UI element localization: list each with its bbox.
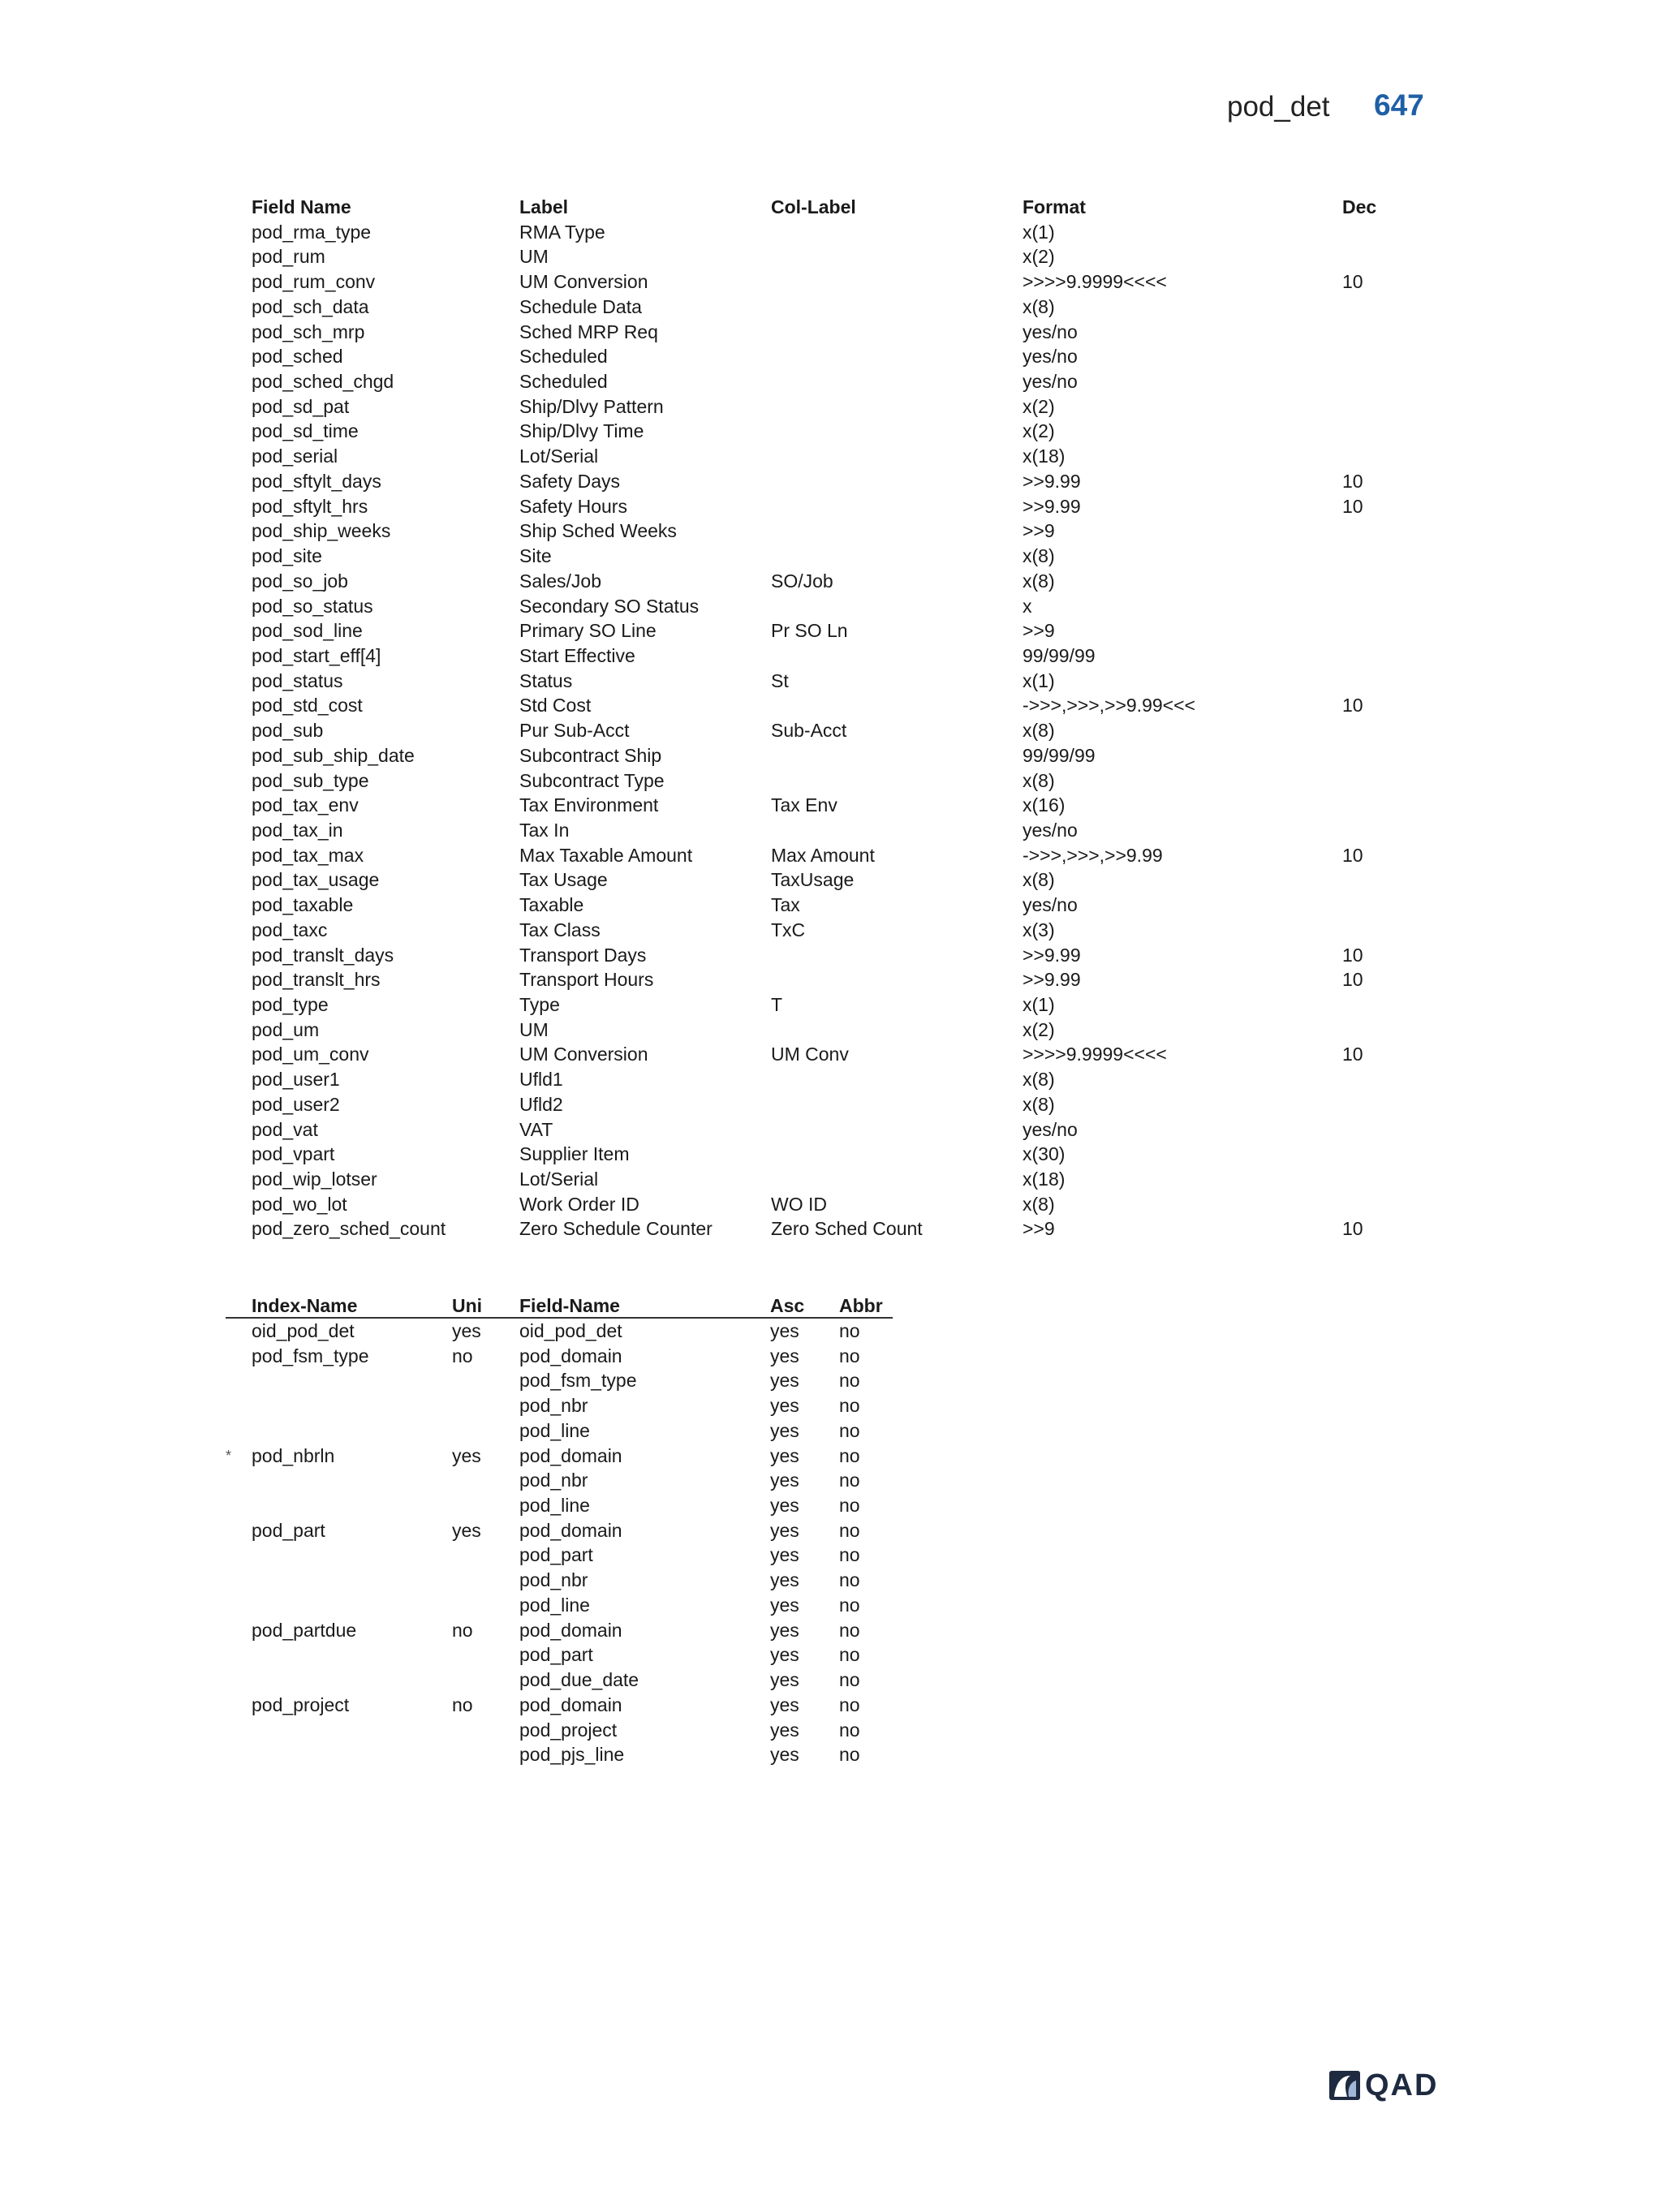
asc-cell: yes — [770, 1719, 799, 1741]
format-cell: x(8) — [1023, 869, 1055, 891]
dec-cell: 10 — [1342, 1218, 1363, 1240]
index-field-cell: pod_line — [519, 1594, 590, 1616]
format-cell: x(2) — [1023, 246, 1055, 268]
asc-cell: yes — [770, 1419, 799, 1441]
label-cell: Lot/Serial — [519, 1168, 599, 1190]
table-row — [226, 1493, 893, 1518]
index-table — [226, 1293, 893, 1767]
field-name-cell: pod_std_cost — [252, 695, 363, 717]
field-name-cell: pod_so_status — [252, 595, 373, 617]
field-name-cell: pod_zero_sched_count — [252, 1218, 446, 1240]
label-cell: Ship Sched Weeks — [519, 520, 677, 542]
field-name-cell: pod_start_eff[4] — [252, 644, 381, 666]
format-cell: 99/99/99 — [1023, 744, 1096, 766]
dec-cell: 10 — [1342, 470, 1363, 492]
index-field-cell: pod_due_date — [519, 1669, 639, 1691]
field-name-cell: pod_site — [252, 545, 322, 567]
abbr-cell: no — [839, 1569, 860, 1591]
format-cell: >>9.99 — [1023, 969, 1081, 991]
format-cell: >>9 — [1023, 1218, 1055, 1240]
table-row — [226, 1693, 893, 1718]
unique-cell: no — [452, 1693, 473, 1715]
unique-cell: yes — [452, 1444, 481, 1466]
col-label-cell: Pr SO Ln — [771, 620, 848, 642]
label-cell: Transport Days — [519, 944, 647, 966]
field-name-cell: pod_sch_mrp — [252, 321, 365, 342]
column-header-asc: Asc — [770, 1295, 805, 1316]
format-cell: >>9.99 — [1023, 495, 1081, 517]
asc-cell: yes — [770, 1544, 799, 1566]
format-cell: yes/no — [1023, 894, 1078, 916]
label-cell: Sales/Job — [519, 570, 602, 592]
format-cell: x(8) — [1023, 720, 1055, 742]
index-field-cell: pod_nbr — [519, 1395, 588, 1417]
column-header-index-field-name: Field-Name — [519, 1295, 620, 1316]
table-row — [226, 1543, 893, 1568]
col-label-cell: Tax Env — [771, 794, 837, 816]
label-cell: Tax In — [519, 819, 570, 841]
format-cell: x(2) — [1023, 1018, 1055, 1040]
abbr-cell: no — [839, 1594, 860, 1616]
abbr-cell: no — [839, 1544, 860, 1566]
page-number: 647 — [1374, 88, 1424, 122]
col-label-cell: TaxUsage — [771, 869, 855, 891]
abbr-cell: no — [839, 1370, 860, 1392]
asc-cell: yes — [770, 1444, 799, 1466]
page-title: pod_det — [1227, 91, 1330, 123]
unique-cell: yes — [452, 1320, 481, 1341]
field-name-cell: pod_serial — [252, 445, 338, 467]
format-cell: 99/99/99 — [1023, 644, 1096, 666]
label-cell: Zero Schedule Counter — [519, 1218, 713, 1240]
format-cell: >>9 — [1023, 520, 1055, 542]
format-cell: x(16) — [1023, 794, 1066, 816]
format-cell: x(1) — [1023, 669, 1055, 691]
unique-cell: no — [452, 1345, 473, 1366]
dec-cell: 10 — [1342, 1044, 1363, 1065]
format-cell: x(18) — [1023, 1168, 1066, 1190]
label-cell: Safety Hours — [519, 495, 627, 517]
field-name-cell: pod_translt_hrs — [252, 969, 381, 991]
label-cell: Subcontract Type — [519, 769, 665, 791]
dec-cell: 10 — [1342, 271, 1363, 293]
col-label-cell: TxC — [771, 919, 806, 940]
column-header-abbr: Abbr — [839, 1295, 883, 1316]
field-name-cell: pod_sched_chgd — [252, 371, 394, 393]
abbr-cell: no — [839, 1644, 860, 1666]
field-name-cell: pod_sub_type — [252, 769, 369, 791]
field-name-cell: pod_tax_usage — [252, 869, 380, 891]
label-cell: Tax Usage — [519, 869, 608, 891]
index-field-cell: pod_part — [519, 1644, 593, 1666]
abbr-cell: no — [839, 1395, 860, 1417]
asc-cell: yes — [770, 1693, 799, 1715]
index-name-cell: oid_pod_det — [252, 1320, 355, 1341]
index-field-cell: pod_nbr — [519, 1470, 588, 1491]
field-name-cell: pod_ship_weeks — [252, 520, 391, 542]
field-name-cell: pod_vat — [252, 1118, 318, 1140]
index-field-cell: pod_line — [519, 1495, 590, 1517]
label-cell: Sched MRP Req — [519, 321, 658, 342]
index-field-cell: pod_project — [519, 1719, 618, 1741]
asc-cell: yes — [770, 1594, 799, 1616]
field-name-cell: pod_sftylt_days — [252, 470, 381, 492]
field-name-cell: pod_sched — [252, 346, 343, 368]
field-name-cell: pod_user2 — [252, 1093, 340, 1115]
column-header-format: Format — [1023, 196, 1086, 217]
label-cell: Ufld1 — [519, 1069, 563, 1091]
index-name-cell: pod_fsm_type — [252, 1345, 369, 1366]
col-label-cell: Zero Sched Count — [771, 1218, 923, 1240]
asc-cell: yes — [770, 1519, 799, 1541]
column-header-col-label: Col-Label — [771, 196, 856, 217]
abbr-cell: no — [839, 1419, 860, 1441]
dec-cell: 10 — [1342, 969, 1363, 991]
format-cell: yes/no — [1023, 1118, 1078, 1140]
index-name-cell: pod_nbrln — [252, 1444, 335, 1466]
label-cell: UM — [519, 246, 549, 268]
asc-cell: yes — [770, 1569, 799, 1591]
asc-cell: yes — [770, 1669, 799, 1691]
field-name-cell: pod_status — [252, 669, 343, 691]
format-cell: x(8) — [1023, 1069, 1055, 1091]
label-cell: UM — [519, 1018, 549, 1040]
index-field-cell: pod_part — [519, 1544, 593, 1566]
abbr-cell: no — [839, 1619, 860, 1641]
index-field-cell: pod_pjs_line — [519, 1744, 625, 1766]
label-cell: Primary SO Line — [519, 620, 657, 642]
label-cell: Std Cost — [519, 695, 592, 717]
primary-marker: * — [226, 1447, 232, 1464]
label-cell: Schedule Data — [519, 295, 642, 317]
format-cell: x(18) — [1023, 445, 1066, 467]
field-name-cell: pod_rma_type — [252, 221, 372, 243]
label-cell: Transport Hours — [519, 969, 654, 991]
field-name-cell: pod_tax_env — [252, 794, 359, 816]
col-label-cell: St — [771, 669, 789, 691]
field-name-cell: pod_user1 — [252, 1069, 340, 1091]
abbr-cell: no — [839, 1693, 860, 1715]
label-cell: Start Effective — [519, 644, 635, 666]
label-cell: Tax Class — [519, 919, 601, 940]
field-name-cell: pod_sub_ship_date — [252, 744, 415, 766]
column-header-field-name: Field Name — [252, 196, 351, 217]
column-header-dec: Dec — [1342, 196, 1377, 217]
format-cell: x(1) — [1023, 994, 1055, 1015]
label-cell: Safety Days — [519, 470, 620, 492]
field-name-cell: pod_wip_lotser — [252, 1168, 377, 1190]
label-cell: Site — [519, 545, 552, 567]
abbr-cell: no — [839, 1320, 860, 1341]
label-cell: Scheduled — [519, 346, 608, 368]
index-field-cell: pod_nbr — [519, 1569, 588, 1591]
label-cell: RMA Type — [519, 221, 605, 243]
field-name-cell: pod_wo_lot — [252, 1193, 347, 1215]
table-row — [226, 1642, 893, 1668]
field-name-cell: pod_taxc — [252, 919, 328, 940]
asc-cell: yes — [770, 1644, 799, 1666]
column-header-index-name: Index-Name — [252, 1295, 358, 1316]
format-cell: yes/no — [1023, 371, 1078, 393]
field-name-cell: pod_rum_conv — [252, 271, 376, 293]
table-row — [226, 1319, 893, 1344]
abbr-cell: no — [839, 1744, 860, 1766]
abbr-cell: no — [839, 1470, 860, 1491]
asc-cell: yes — [770, 1345, 799, 1366]
format-cell: x(8) — [1023, 1093, 1055, 1115]
asc-cell: yes — [770, 1370, 799, 1392]
label-cell: Ship/Dlvy Time — [519, 420, 644, 442]
field-name-cell: pod_sftylt_hrs — [252, 495, 368, 517]
format-cell: x(8) — [1023, 769, 1055, 791]
asc-cell: yes — [770, 1744, 799, 1766]
format-cell: yes/no — [1023, 321, 1078, 342]
format-cell: x(1) — [1023, 221, 1055, 243]
format-cell: ->>>,>>>,>>9.99 — [1023, 844, 1163, 866]
format-cell: yes/no — [1023, 346, 1078, 368]
abbr-cell: no — [839, 1345, 860, 1366]
label-cell: Subcontract Ship — [519, 744, 662, 766]
column-header-label: Label — [519, 196, 569, 217]
asc-cell: yes — [770, 1320, 799, 1341]
abbr-cell: no — [839, 1444, 860, 1466]
format-cell: x — [1023, 595, 1032, 617]
format-cell: x(2) — [1023, 395, 1055, 417]
label-cell: Taxable — [519, 894, 584, 916]
unique-cell: no — [452, 1619, 473, 1641]
format-cell: x(30) — [1023, 1143, 1066, 1165]
field-name-cell: pod_sod_line — [252, 620, 363, 642]
format-cell: x(8) — [1023, 570, 1055, 592]
field-name-cell: pod_rum — [252, 246, 325, 268]
label-cell: Lot/Serial — [519, 445, 599, 467]
format-cell: ->>>,>>>,>>9.99<<< — [1023, 695, 1195, 717]
index-table-header — [226, 1293, 893, 1319]
field-name-cell: pod_translt_days — [252, 944, 394, 966]
qad-logo-icon — [1329, 2071, 1360, 2100]
table-row — [226, 1368, 893, 1393]
dec-cell: 10 — [1342, 495, 1363, 517]
label-cell: Tax Environment — [519, 794, 659, 816]
format-cell: x(8) — [1023, 545, 1055, 567]
table-row — [226, 1444, 893, 1469]
asc-cell: yes — [770, 1395, 799, 1417]
label-cell: Secondary SO Status — [519, 595, 700, 617]
dec-cell: 10 — [1342, 844, 1363, 866]
label-cell: Status — [519, 669, 573, 691]
column-header-uni: Uni — [452, 1295, 483, 1316]
field-name-cell: pod_so_job — [252, 570, 348, 592]
index-name-cell: pod_part — [252, 1519, 325, 1541]
field-name-cell: pod_um_conv — [252, 1044, 369, 1065]
index-field-cell: oid_pod_det — [519, 1320, 622, 1341]
field-name-cell: pod_um — [252, 1018, 320, 1040]
asc-cell: yes — [770, 1470, 799, 1491]
table-row — [226, 1718, 893, 1743]
index-name-cell: pod_partdue — [252, 1619, 357, 1641]
dec-cell: 10 — [1342, 695, 1363, 717]
format-cell: yes/no — [1023, 819, 1078, 841]
abbr-cell: no — [839, 1669, 860, 1691]
col-label-cell: Tax — [771, 894, 800, 916]
label-cell: UM Conversion — [519, 1044, 648, 1065]
col-label-cell: WO ID — [771, 1193, 827, 1215]
table-row — [226, 1468, 893, 1493]
field-name-cell: pod_tax_in — [252, 819, 343, 841]
table-row — [226, 1418, 893, 1444]
index-field-cell: pod_domain — [519, 1345, 622, 1366]
col-label-cell: T — [771, 994, 783, 1015]
index-field-cell: pod_domain — [519, 1619, 622, 1641]
format-cell: x(3) — [1023, 919, 1055, 940]
field-name-cell: pod_sch_data — [252, 295, 369, 317]
field-name-cell: pod_taxable — [252, 894, 354, 916]
index-field-cell: pod_domain — [519, 1519, 622, 1541]
label-cell: Supplier Item — [519, 1143, 630, 1165]
asc-cell: yes — [770, 1619, 799, 1641]
index-field-cell: pod_fsm_type — [519, 1370, 637, 1392]
dec-cell: 10 — [1342, 944, 1363, 966]
col-label-cell: Max Amount — [771, 844, 875, 866]
col-label-cell: Sub-Acct — [771, 720, 847, 742]
field-name-cell: pod_sd_time — [252, 420, 359, 442]
table-row — [226, 1618, 893, 1643]
field-name-cell: pod_tax_max — [252, 844, 364, 866]
index-field-cell: pod_domain — [519, 1444, 622, 1466]
label-cell: Ufld2 — [519, 1093, 563, 1115]
logo-text: QAD — [1365, 2068, 1439, 2102]
abbr-cell: no — [839, 1719, 860, 1741]
label-cell: Pur Sub-Acct — [519, 720, 630, 742]
field-name-cell: pod_sub — [252, 720, 324, 742]
field-name-cell: pod_vpart — [252, 1143, 335, 1165]
label-cell: UM Conversion — [519, 271, 648, 293]
col-label-cell: UM Conv — [771, 1044, 849, 1065]
table-row — [226, 1742, 893, 1767]
format-cell: >>9 — [1023, 620, 1055, 642]
unique-cell: yes — [452, 1519, 481, 1541]
format-cell: >>9.99 — [1023, 470, 1081, 492]
format-cell: x(8) — [1023, 1193, 1055, 1215]
index-field-cell: pod_line — [519, 1419, 590, 1441]
table-row — [226, 1393, 893, 1418]
label-cell: Scheduled — [519, 371, 608, 393]
label-cell: Type — [519, 994, 560, 1015]
format-cell: >>9.99 — [1023, 944, 1081, 966]
col-label-cell: SO/Job — [771, 570, 833, 592]
table-row — [226, 1518, 893, 1543]
table-row — [226, 1344, 893, 1369]
abbr-cell: no — [839, 1519, 860, 1541]
label-cell: Max Taxable Amount — [519, 844, 693, 866]
qad-logo — [1329, 2069, 1438, 2102]
index-name-cell: pod_project — [252, 1693, 350, 1715]
asc-cell: yes — [770, 1495, 799, 1517]
label-cell: Work Order ID — [519, 1193, 639, 1215]
format-cell: x(8) — [1023, 295, 1055, 317]
field-name-cell: pod_sd_pat — [252, 395, 350, 417]
table-row — [226, 1568, 893, 1593]
field-name-cell: pod_type — [252, 994, 329, 1015]
index-field-cell: pod_domain — [519, 1693, 622, 1715]
label-cell: VAT — [519, 1118, 553, 1140]
format-cell: >>>>9.9999<<<< — [1023, 1044, 1167, 1065]
label-cell: Ship/Dlvy Pattern — [519, 395, 664, 417]
format-cell: >>>>9.9999<<<< — [1023, 271, 1167, 293]
format-cell: x(2) — [1023, 420, 1055, 442]
table-row — [226, 1668, 893, 1693]
table-row — [226, 1593, 893, 1618]
abbr-cell: no — [839, 1495, 860, 1517]
